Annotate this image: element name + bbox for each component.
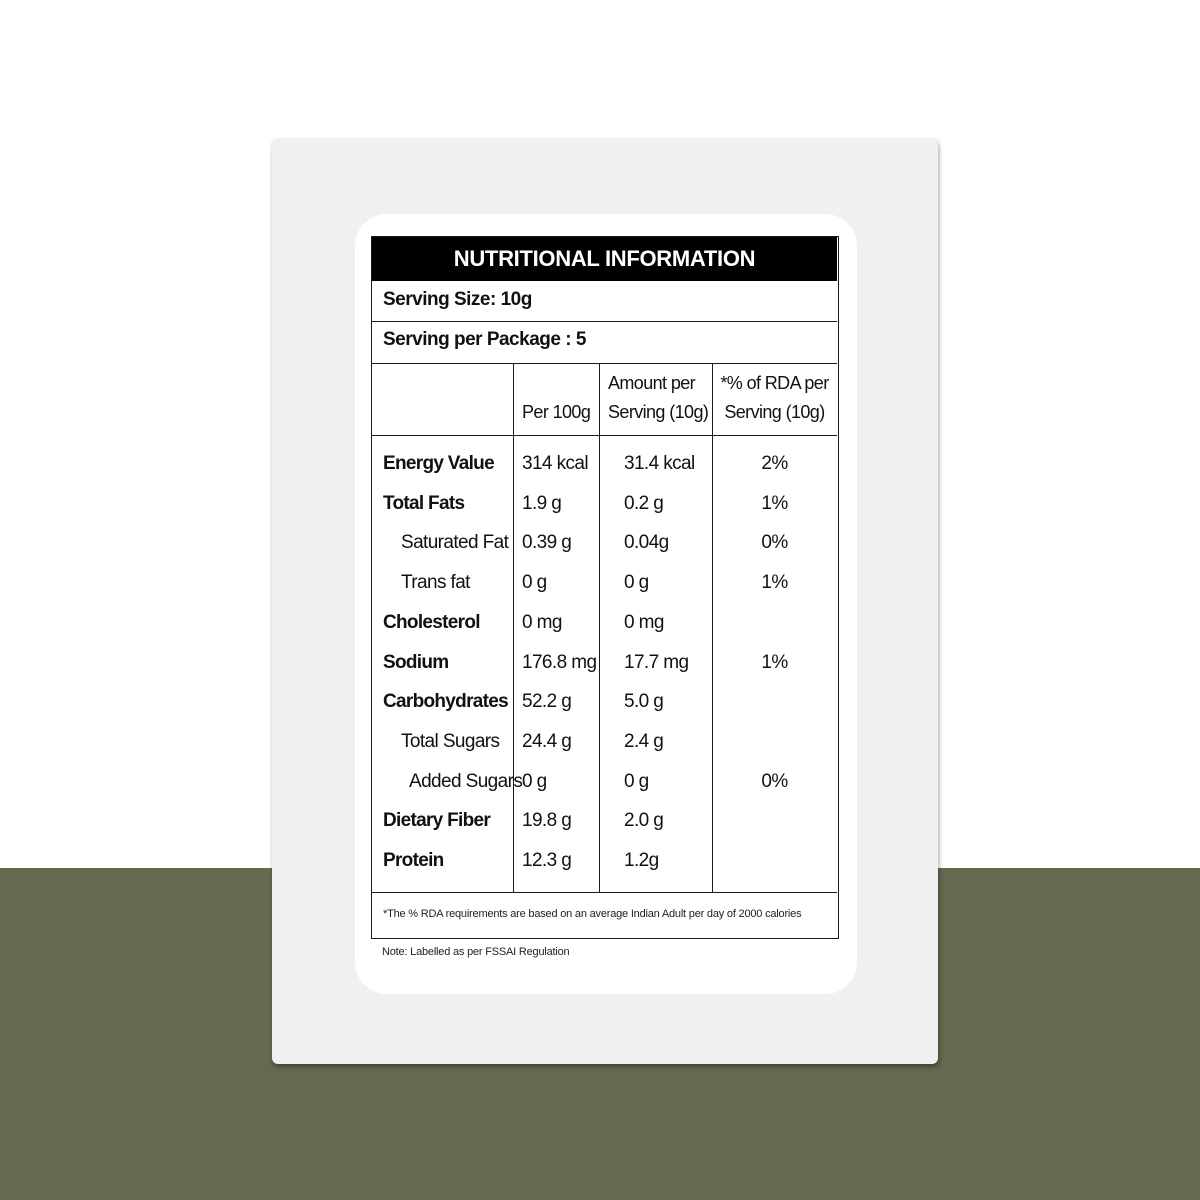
value-per-serving: 0.2 g xyxy=(624,492,664,514)
nutrient-name: Sodium xyxy=(383,651,449,673)
value-rda: 2% xyxy=(761,453,788,474)
value-per-100g: 52.2 g xyxy=(522,691,572,713)
table-title: NUTRITIONAL INFORMATION xyxy=(372,237,837,281)
value-rda: 0% xyxy=(761,532,788,554)
value-per-serving: 17.7 mg xyxy=(624,651,689,673)
value-per-100g: 19.8 g xyxy=(522,810,572,832)
nutrient-name: Total Fats xyxy=(383,492,465,514)
value-rda: 1% xyxy=(761,492,788,514)
value-rda: 1% xyxy=(761,572,788,594)
column-divider xyxy=(712,364,713,893)
header-amount-per-serving xyxy=(608,369,708,427)
value-per-100g: 176.8 mg xyxy=(522,651,597,673)
value-per-serving: 2.0 g xyxy=(624,810,664,832)
value-per-100g: 1.9 g xyxy=(522,492,562,514)
value-per-serving: 0 g xyxy=(624,572,649,594)
value-per-serving: 0.04g xyxy=(624,532,669,554)
serving-size: Serving Size: 10g xyxy=(383,289,532,310)
nutrient-name: Saturated Fat xyxy=(401,532,509,554)
nutrition-table xyxy=(371,236,839,939)
nutrient-name: Cholesterol xyxy=(383,611,480,633)
value-rda: 1% xyxy=(761,651,788,673)
value-per-100g: 0 g xyxy=(522,572,547,594)
header-per-100g: Per 100g xyxy=(522,402,591,422)
divider xyxy=(372,321,837,322)
value-per-100g: 24.4 g xyxy=(522,730,572,752)
divider xyxy=(372,435,837,436)
value-per-100g: 12.3 g xyxy=(522,850,572,871)
column-divider xyxy=(599,364,600,893)
nutrient-name: Protein xyxy=(383,850,444,871)
nutrient-name: Trans fat xyxy=(401,572,470,594)
nutrient-name: Added Sugars xyxy=(409,770,523,792)
column-divider xyxy=(513,364,514,893)
value-per-serving: 1.2g xyxy=(624,850,659,871)
value-per-serving: 2.4 g xyxy=(624,730,664,752)
header-rda-line1: *% of RDA per xyxy=(720,373,829,393)
header-rda-line2: Serving (10g) xyxy=(724,402,825,422)
divider xyxy=(372,363,837,364)
divider xyxy=(372,892,837,893)
nutrient-name: Carbohydrates xyxy=(383,691,508,713)
value-per-serving: 0 mg xyxy=(624,611,664,633)
nutrient-name: Dietary Fiber xyxy=(383,810,491,832)
value-per-serving: 31.4 kcal xyxy=(624,453,695,474)
header-amount-line2: Serving (10g) xyxy=(608,402,709,422)
value-per-100g: 0 mg xyxy=(522,611,562,633)
nutrient-name: Energy Value xyxy=(383,453,494,474)
header-amount-line1: Amount per xyxy=(608,373,696,393)
value-per-100g: 0.39 g xyxy=(522,532,572,554)
header-rda xyxy=(712,369,837,427)
servings-per-package: Serving per Package : 5 xyxy=(383,329,586,350)
rda-footnote: *The % RDA requirements are based on an average Indian Adult per day of 2000 calories xyxy=(383,908,802,920)
value-per-100g: 314 kcal xyxy=(522,453,588,474)
value-per-100g: 0 g xyxy=(522,770,547,792)
value-per-serving: 5.0 g xyxy=(624,691,664,713)
value-rda: 0% xyxy=(761,770,788,792)
value-per-serving: 0 g xyxy=(624,770,649,792)
nutrient-name: Total Sugars xyxy=(401,730,500,752)
regulation-note: Note: Labelled as per FSSAI Regulation xyxy=(382,946,570,958)
